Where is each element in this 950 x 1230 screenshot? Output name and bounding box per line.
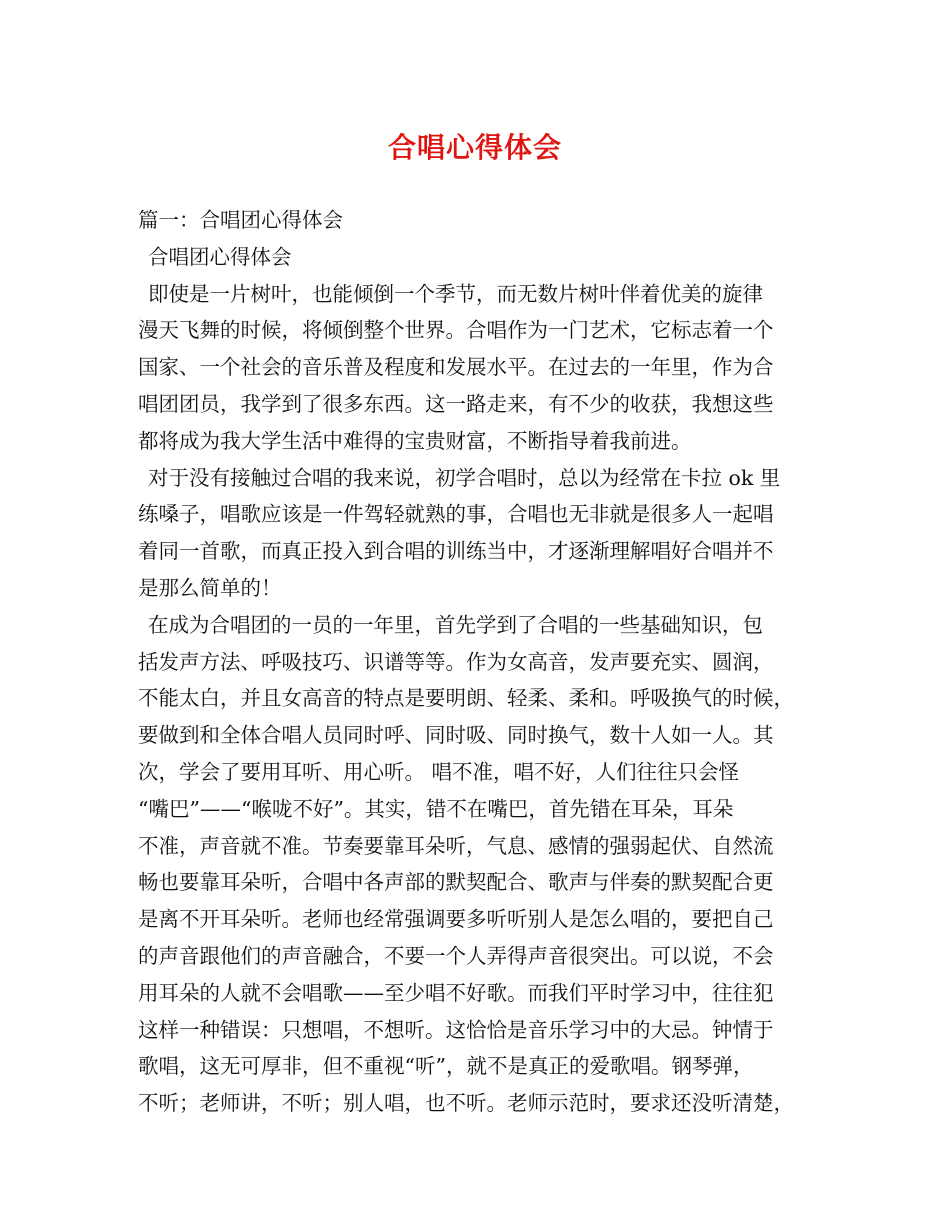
text-line: 对于没有接触过合唱的我来说，初学合唱时，总以为经常在卡拉 ok 里 [148,465,781,490]
text-line: 要做到和全体合唱人员同时呼、同时吸、同时换气，数十人如一人。其 [138,723,774,748]
text-line: 畅也要靠耳朵听，合唱中各声部的默契配合、歌声与伴奏的默契配合更 [138,870,774,895]
text-line: 歌唱，这无可厚非，但不重视“听”，就不是真正的爱歌唱。钢琴弹， [138,1054,754,1079]
text-line: 不听；老师讲，不听；别人唱，也不听。老师示范时，要求还没听清楚， [138,1091,794,1116]
text-line: “嘴巴”——“喉咙不好”。其实，错不在嘴巴，首先错在耳朵，耳朵 [138,796,734,821]
text-line: 都将成为我大学生活中难得的宝贵财富，不断指导着我前进。 [138,428,692,453]
text-line: 练嗓子，唱歌应该是一件驾轻就熟的事，合唱也无非就是很多人一起唱 [138,502,774,527]
text-line: 在成为合唱团的一员的一年里，首先学到了合唱的一些基础知识，包 [148,612,763,637]
text-line: 即使是一片树叶，也能倾倒一个季节，而无数片树叶伴着优美的旋律 [148,281,763,306]
text-line: 唱团团员，我学到了很多东西。这一路走来，有不少的收获，我想这些 [138,391,774,416]
text-line: 这样一种错误：只想唱，不想听。这恰恰是音乐学习中的大忌。钟情于 [138,1017,774,1042]
text-line: 国家、一个社会的音乐普及程度和发展水平。在过去的一年里，作为合 [138,355,774,380]
text-line: 不准，声音就不准。节奏要靠耳朵听，气息、感情的强弱起伏、自然流 [138,833,774,858]
subheading: 合唱团心得体会 [148,244,292,269]
text-line: 次，学会了要用耳听、用心听。 唱不准，唱不好，人们往往只会怪 [138,759,740,784]
section-heading: 篇一：合唱团心得体会 [138,208,343,232]
text-line: 是那么简单的！ [138,575,282,600]
text-line: 括发声方法、呼吸技巧、识谱等等。作为女高音，发声要充实、圆润， [138,649,774,674]
document-body [138,202,828,1122]
text-line: 着同一首歌，而真正投入到合唱的训练当中，才逐渐理解唱好合唱并不 [138,539,774,564]
text-line: 的声音跟他们的声音融合，不要一个人弄得声音很突出。可以说，不会 [138,943,774,968]
text-line: 用耳朵的人就不会唱歌——至少唱不好歌。而我们平时学习中，往往犯 [138,980,774,1005]
text-line: 漫天飞舞的时候，将倾倒整个世界。合唱作为一门艺术，它标志着一个 [138,318,774,343]
text-line: 是离不开耳朵听。老师也经常强调要多听听别人是怎么唱的，要把自己 [138,907,774,932]
text-line: 不能太白，并且女高音的特点是要明朗、轻柔、柔和。呼吸换气的时候， [138,686,794,711]
document-title: 合唱心得体会 [387,131,562,164]
